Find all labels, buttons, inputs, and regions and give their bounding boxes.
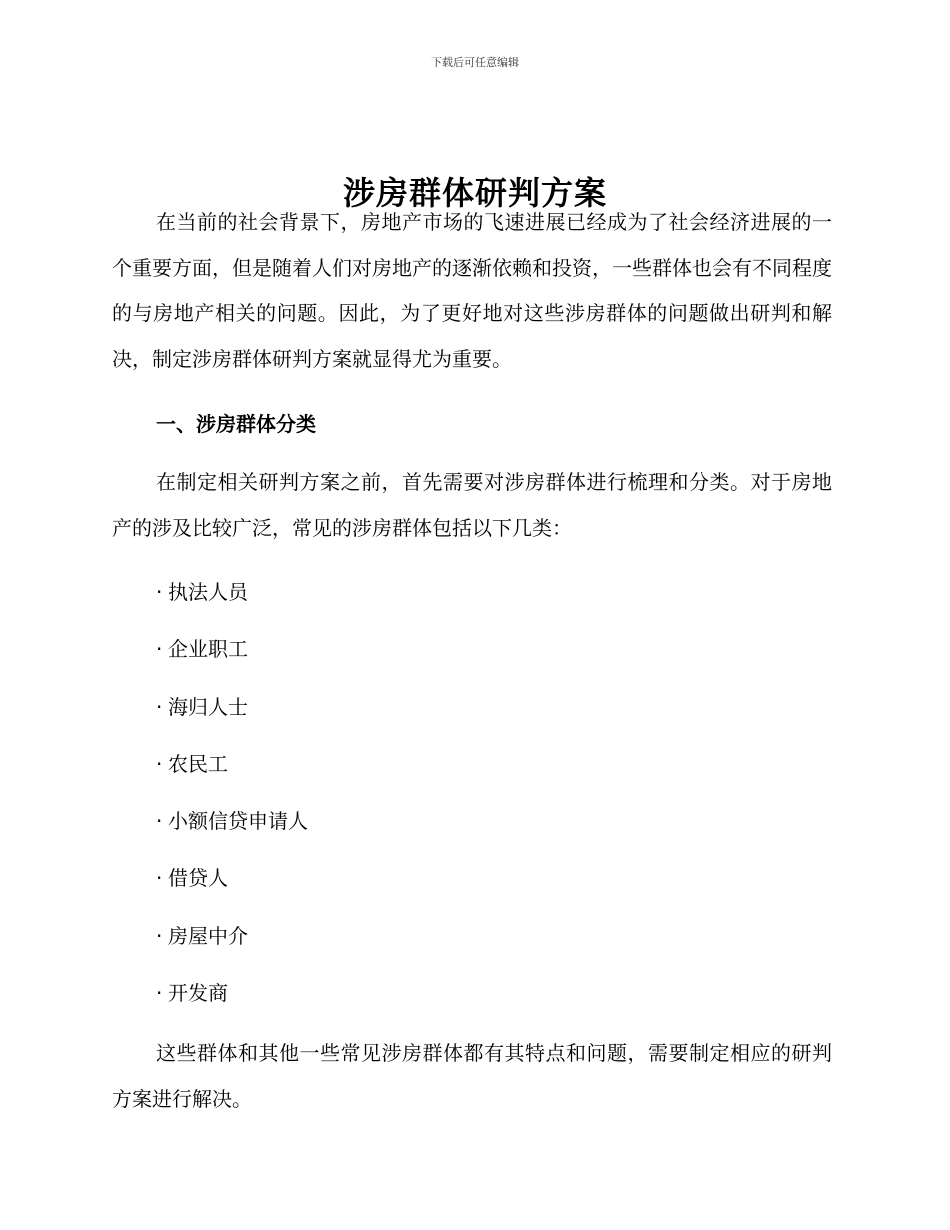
- list-item: [112, 736, 832, 793]
- bullet-icon: ·: [156, 981, 163, 1006]
- list-item-label: 执法人员: [168, 580, 248, 604]
- list-item-label: 农民工: [168, 751, 228, 776]
- list-item-label: 海归人士: [168, 694, 248, 719]
- bullet-icon: ·: [156, 809, 163, 834]
- list-item: [112, 679, 832, 736]
- bullet-icon: ·: [156, 751, 163, 776]
- list-item-label: 开发商: [168, 981, 228, 1006]
- list-item: [112, 621, 832, 678]
- bullet-icon: ·: [156, 694, 163, 719]
- list-item: [112, 965, 832, 1022]
- list-item: [112, 850, 832, 907]
- bullet-icon: ·: [156, 637, 163, 662]
- list-item-label: 小额信贷申请人: [168, 809, 308, 834]
- document-body: [112, 200, 832, 1122]
- list-item-label: 企业职工: [168, 637, 248, 662]
- intro-paragraph: 在当前的社会背景下，房地产市场的飞速进展已经成为了社会经济进展的一个重要方面，但是随着人们对房地产的逐渐依赖和投资，一些群体也会有不同程度的与房地产相关的问题。因此，为了更好地对这些涉房群体的问题做出研判和解决，制定涉房群体研判方案就显得尤为重要。: [112, 210, 832, 371]
- list-item-label: 借贷人: [168, 866, 228, 891]
- section-paragraph: 在制定相关研判方案之前，首先需要对涉房群体进行梳理和分类。对于房地产的涉及比较广泛，常见的涉房群体包括以下几类：: [112, 470, 832, 540]
- closing-paragraph: 这些群体和其他一些常见涉房群体都有其特点和问题，需要制定相应的研判方案进行解决。: [112, 1041, 832, 1111]
- section-heading: 一、涉房群体分类: [156, 412, 316, 436]
- bullet-icon: ·: [156, 580, 163, 604]
- list-item: [112, 908, 832, 965]
- header-note: 下载后可任意编辑: [431, 56, 519, 69]
- group-list: [112, 564, 832, 1022]
- document-title: 涉房群体研判方案: [342, 174, 607, 213]
- list-item: [112, 793, 832, 850]
- list-item: [112, 564, 832, 621]
- bullet-icon: ·: [156, 923, 163, 948]
- bullet-icon: ·: [156, 866, 163, 891]
- list-item-label: 房屋中介: [168, 923, 248, 948]
